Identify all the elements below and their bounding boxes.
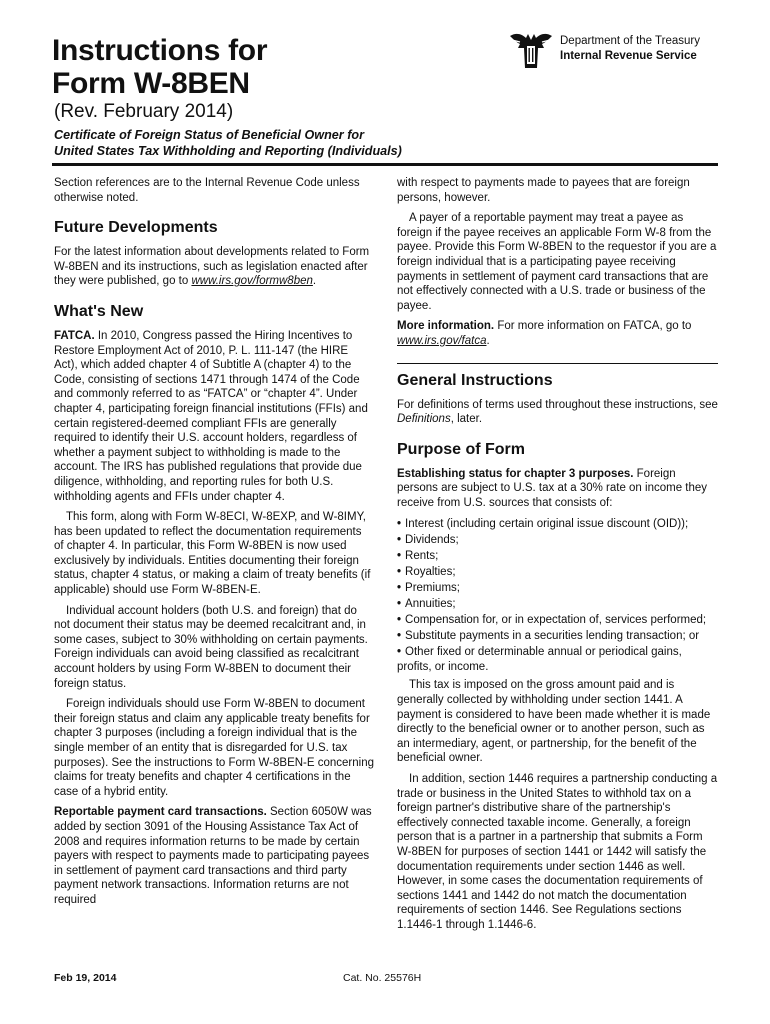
list-item: • Dividends; <box>397 533 459 546</box>
dept-line-1: Department of the Treasury <box>560 35 700 47</box>
general-instructions-heading: General Instructions <box>397 363 718 390</box>
continuation-text: with respect to payments made to payees that are foreign persons, however. <box>397 177 690 204</box>
intro-text: Section references are to the Internal Revenue Code unless otherwise noted. <box>54 177 360 204</box>
revision-date: (Rev. February 2014) <box>54 101 234 122</box>
subtitle-line-1: Certificate of Foreign Status of Beneficial Owner for <box>54 128 364 142</box>
chapter3-status-paragraph: Establishing status for chapter 3 purposes. Foreign persons are subject to U.S. tax at a 30% rate on income they receive from U.S. sources that consists of: <box>397 467 708 509</box>
tax-imposed-paragraph: This tax is imposed on the gross amount paid and is generally collected by withholding under section 1441. A payment is considered to have been made whether it is made directly to the beneficial owner or to another person, such as an intermediary, agent, or partnership, for the benefit of the beneficial owner. <box>397 679 711 765</box>
header-divider <box>52 163 718 166</box>
payer-paragraph: A payer of a reportable payment may treat a payee as foreign if the payee receives an applicable Form W-8 from the payee. Provide this Form W-8BEN to the requestor if you are a foreign individual that is a participating payee receiving payments in settlement of payment card transactions that are not effectively connected with a U.S. trade or business of the payee. <box>397 212 717 312</box>
list-item: • Compensation for, or in expectation of, services performed; <box>397 614 707 627</box>
list-item: • Substitute payments in a securities lending transaction; or <box>397 630 700 643</box>
left-column <box>54 176 374 914</box>
section-1446-paragraph: In addition, section 1446 requires a partnership conducting a trade or business in the United States to withhold tax on a foreign partner's distributive share of the partnership's effectively connected taxable income. Generally, a foreign person that is a partner in a partnership that submits a Form W-8BEN for purposes of section 1441 or 1442 will satisfy the documentation requirements under section 1446 as well. However, in some cases the documentation requirements of sections 1441 and 1442 do not match the documentation requirements of section 1446. See Regulations sections 1.1446-1 through 1.1446-6. <box>397 773 718 931</box>
purpose-of-form-heading: Purpose of Form <box>397 440 526 458</box>
future-developments-heading: Future Developments <box>54 219 218 237</box>
foreign-individuals-paragraph: Foreign individuals should use Form W-8BEN to document their foreign status and claim any applicable treaty benefits for chapter 3 purposes (including a foreign individual that is the single member of an entity that is disregarded for U.S. tax purposes). See the instructions to Form W-8BEN-E concerning claims for treaty benefits and chapter 4 certifications in the case of a hybrid entity. <box>54 698 375 798</box>
fatca-lead: FATCA. <box>54 329 95 342</box>
more-info-lead: More information. <box>397 320 495 333</box>
title-line-2: Form W-8BEN <box>52 67 250 100</box>
list-item: • Premiums; <box>397 581 460 594</box>
dept-line-2: Internal Revenue Service <box>560 50 697 62</box>
irs-eagle-logo-icon <box>506 28 556 72</box>
right-column <box>397 176 718 939</box>
list-item: • Interest (including certain original issue discount (OID)); <box>397 517 689 530</box>
future-developments-text: For the latest information about developments related to Form W-8BEN and its instructions, such as legislation enacted after they were published, go to www.irs.gov/formw8ben. <box>54 246 370 288</box>
form-update-paragraph: This form, along with Form W-8ECI, W-8EXP, and W-8IMY, has been updated to reflect the documentation requirements of chapter 4. In particular, this Form W-8BEN is now used exclusively by individuals. Entities documenting their foreign status, chapter 4 status, or making a claim of treaty benefits (if applicable) should use Form W-8BEN-E. <box>54 511 371 597</box>
fatca-link[interactable]: www.irs.gov/fatca <box>397 334 487 347</box>
more-info-paragraph: More information. For more information on FATCA, go to www.irs.gov/fatca. <box>397 320 692 347</box>
fatca-paragraph: FATCA. In 2010, Congress passed the Hiring Incentives to Restore Employment Act of 2010, P. L. 111-147 (the HIRE Act), which added chapter 4 of Subtitle A (chapter 4) to the Code, consisting of sections 1471 through 1474 of the Code and commonly referred to as “FATCA” or “chapter 4”. Under chapter 4, participating foreign financial institutions (FFIs) and certain registered-deemed compliant FFIs are generally required to identify their U.S. account holders, regardless of whether a payment subject to withholding is made to the account. The IRS has published regulations that provide due diligence, withholding, and reporting rules for both U.S. withholding agents and FFIs under chapter 4. <box>54 329 368 503</box>
subtitle-line-2: United States Tax Withholding and Reporting (Individuals) <box>54 144 402 158</box>
payment-card-paragraph: Reportable payment card transactions. Section 6050W was added by section 3091 of the Housing Assistance Tax Act of 2008 and requires information returns to be made by certain payers with respect to payments made to participating payees in settlement of payment card transactions and third party payment network transactions. Information returns are not required <box>54 806 372 906</box>
whats-new-heading: What's New <box>54 302 144 320</box>
chapter3-status-lead: Establishing status for chapter 3 purposes. <box>397 467 634 480</box>
formw8ben-link[interactable]: www.irs.gov/formw8ben <box>191 275 313 288</box>
list-item: • Royalties; <box>397 565 456 578</box>
payment-card-lead: Reportable payment card transactions. <box>54 806 267 819</box>
general-instructions-text: For definitions of terms used throughout these instructions, see Definitions, later. <box>397 398 718 426</box>
list-item: • Rents; <box>397 549 439 562</box>
account-holders-paragraph: Individual account holders (both U.S. and foreign) that do not document their status may be deemed recalcitrant and, in some cases, subject to 30% withholding on certain payments. Foreign individuals can avoid being classified as recalcitrant account holders by using Form W-8BEN to document their foreign status. <box>54 604 368 690</box>
department-header <box>560 34 700 64</box>
document-subtitle <box>54 127 402 159</box>
list-item: • Other fixed or determinable annual or periodical gains, profits, or income. <box>397 646 682 673</box>
catalog-number: Cat. No. 25576H <box>343 972 422 984</box>
income-types-list <box>397 517 718 675</box>
document-title <box>52 34 267 100</box>
title-line-1: Instructions for <box>52 34 268 67</box>
list-item: • Annuities; <box>397 597 456 610</box>
footer-date: Feb 19, 2014 <box>54 972 117 984</box>
